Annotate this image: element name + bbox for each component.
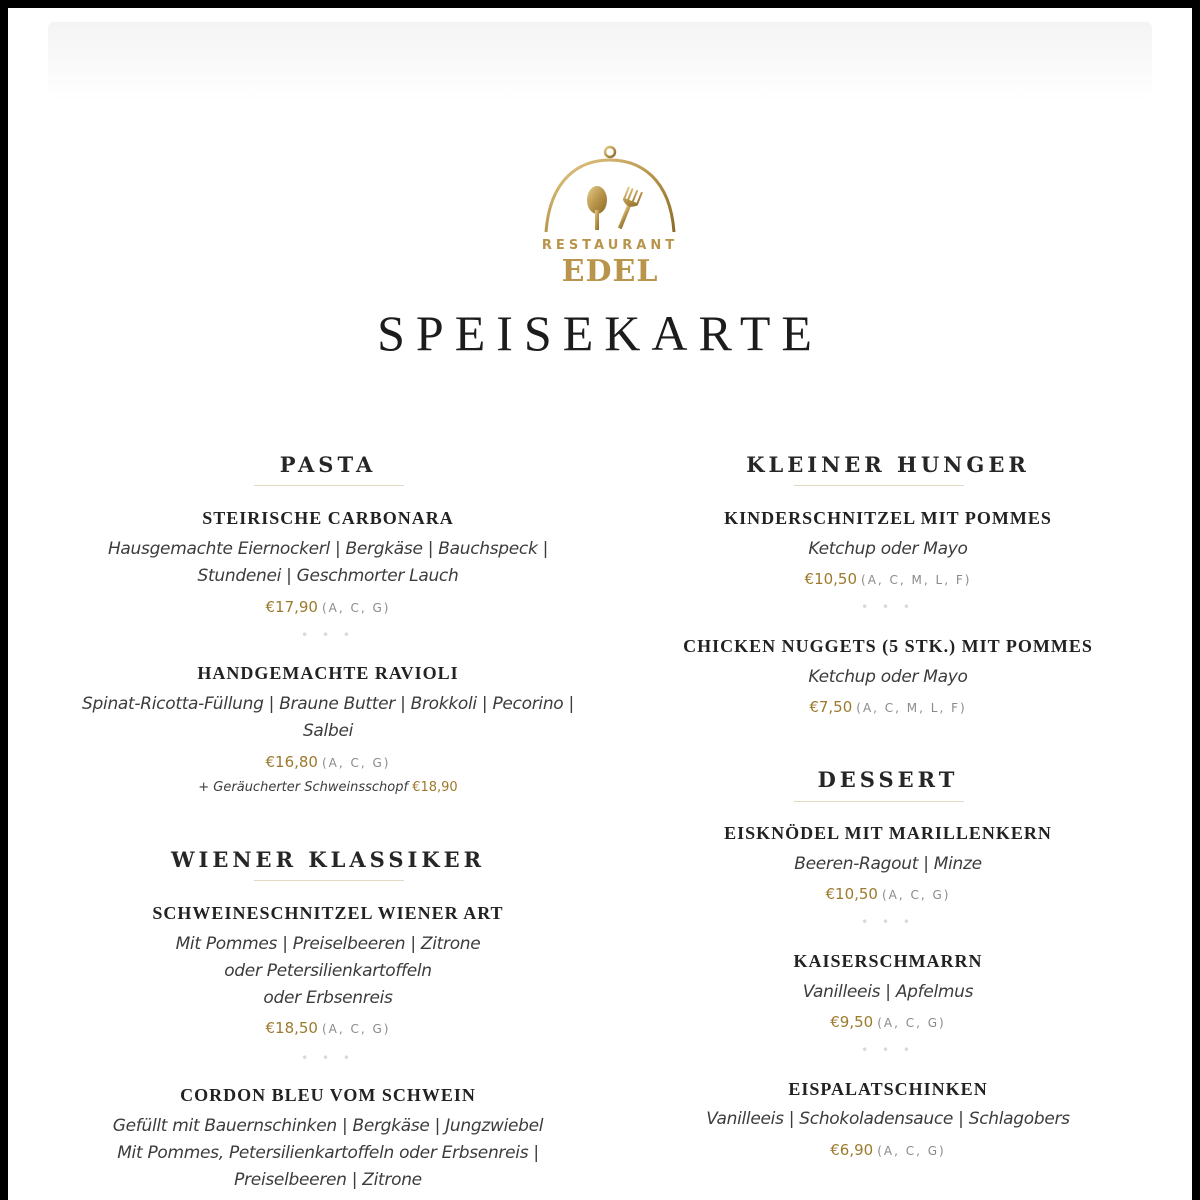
- item-name: HANDGEMACHTE RAVIOLI: [197, 663, 459, 683]
- item-separator: • • •: [861, 600, 915, 614]
- item-description: [628, 664, 1148, 691]
- item-price-row: [628, 885, 1148, 903]
- restaurant-logo: [520, 138, 700, 288]
- item-separator: • • •: [301, 1051, 355, 1065]
- description-line: Ketchup oder Mayo: [808, 539, 968, 559]
- item-description: [78, 536, 578, 590]
- item-name: CORDON BLEU VOM SCHWEIN: [180, 1085, 476, 1105]
- page-title: SPEISEKARTE: [377, 305, 823, 361]
- item-price: €10,50: [804, 570, 858, 588]
- allergen-codes: (A, C, M, L, F): [856, 701, 967, 715]
- item-name: CHICKEN NUGGETS (5 STK.) MIT POMMES: [683, 636, 1093, 656]
- menu-page: [8, 8, 1192, 1200]
- section-title-wiener-klassiker: WIENER KLASSIKER: [170, 847, 486, 872]
- description-line: oder Erbsenreis: [263, 988, 393, 1008]
- allergen-codes: (A, C, G): [877, 1016, 946, 1030]
- item-price-row: [78, 753, 578, 771]
- cloche-icon: [520, 138, 700, 248]
- description-line: Vanilleeis | Schokoladensauce | Schlagobers: [706, 1109, 1070, 1129]
- description-line: Ketchup oder Mayo: [808, 667, 968, 687]
- description-line: Hausgemachte Eiernockerl | Bergkäse | Bauchspeck |: [107, 539, 549, 559]
- item-name: KAISERSCHMARRN: [793, 951, 983, 971]
- allergen-codes: (A, C, M, L, F): [861, 573, 972, 587]
- description-line: Gefüllt mit Bauernschinken | Bergkäse | Jungzwiebel: [112, 1116, 544, 1136]
- item-price-row: [628, 570, 1148, 588]
- item-price: €9,50: [830, 1013, 874, 1031]
- item-price: €7,50: [809, 698, 853, 716]
- logo-restaurant-text: RESTAURANT: [541, 238, 679, 253]
- item-price-row: [78, 598, 578, 616]
- section-title-pasta: PASTA: [279, 452, 377, 477]
- allergen-codes: (A, C, G): [881, 888, 951, 902]
- item-name: KINDERSCHNITZEL MIT POMMES: [724, 508, 1052, 528]
- section-title-kleiner-hunger: KLEINER HUNGER: [746, 452, 1030, 477]
- description-line: Mit Pommes | Preiselbeeren | Zitrone: [175, 934, 481, 954]
- item-description: [628, 536, 1148, 563]
- item-price-row: [78, 1019, 578, 1037]
- top-shadow-band: [48, 22, 1152, 102]
- allergen-codes: (A, C, G): [321, 1022, 391, 1036]
- allergen-codes: (A, C, G): [321, 601, 391, 615]
- section-divider: [254, 880, 404, 881]
- addon-price: €18,90: [412, 780, 458, 795]
- section-title-dessert: DESSERT: [817, 767, 959, 792]
- item-description: [628, 851, 1148, 878]
- item-price: €17,90: [265, 598, 318, 616]
- allergen-codes: (A, C, G): [321, 756, 391, 770]
- item-description: [78, 691, 578, 745]
- item-separator: • • •: [861, 915, 915, 929]
- section-divider: [794, 485, 964, 486]
- item-name: EISKNÖDEL MIT MARILLENKERN: [724, 823, 1052, 843]
- description-line: Stundenei | Geschmorter Lauch: [197, 566, 459, 586]
- item-price-row: [628, 698, 1148, 716]
- item-price: €6,90: [830, 1141, 874, 1159]
- description-line: Vanilleeis | Apfelmus: [802, 982, 974, 1002]
- item-price: €16,80: [265, 753, 318, 771]
- item-description: [628, 1106, 1148, 1133]
- description-line: oder Petersilienkartoffeln: [224, 961, 432, 981]
- item-price: €18,50: [265, 1019, 318, 1037]
- logo-edel-text: EDEL: [561, 254, 659, 289]
- description-line: Mit Pommes, Petersilienkartoffeln oder Erbsenreis |: [117, 1143, 539, 1163]
- section-divider: [254, 485, 404, 486]
- description-line: Salbei: [302, 721, 354, 741]
- item-description: [78, 931, 578, 1012]
- section-divider: [794, 801, 964, 802]
- item-name: STEIRISCHE CARBONARA: [202, 508, 454, 528]
- item-price: €10,50: [825, 885, 878, 903]
- item-name: SCHWEINESCHNITZEL WIENER ART: [152, 903, 504, 923]
- item-separator: • • •: [301, 628, 355, 642]
- item-price-row: [628, 1013, 1148, 1031]
- description-line: Beeren-Ragout | Minze: [794, 854, 982, 874]
- item-name: EISPALATSCHINKEN: [788, 1079, 988, 1099]
- item-description: [628, 979, 1148, 1006]
- allergen-codes: (A, C, G): [877, 1144, 946, 1158]
- item-separator: • • •: [861, 1043, 915, 1057]
- description-line: Spinat-Ricotta-Füllung | Braune Butter | Brokkoli | Pecorino |: [82, 694, 574, 714]
- item-price-row: [628, 1141, 1148, 1159]
- item-description: [78, 1113, 578, 1194]
- description-line: Preiselbeeren | Zitrone: [234, 1170, 422, 1190]
- addon-text: + Geräucherter Schweinsschopf: [198, 780, 409, 795]
- item-addon: [78, 780, 578, 795]
